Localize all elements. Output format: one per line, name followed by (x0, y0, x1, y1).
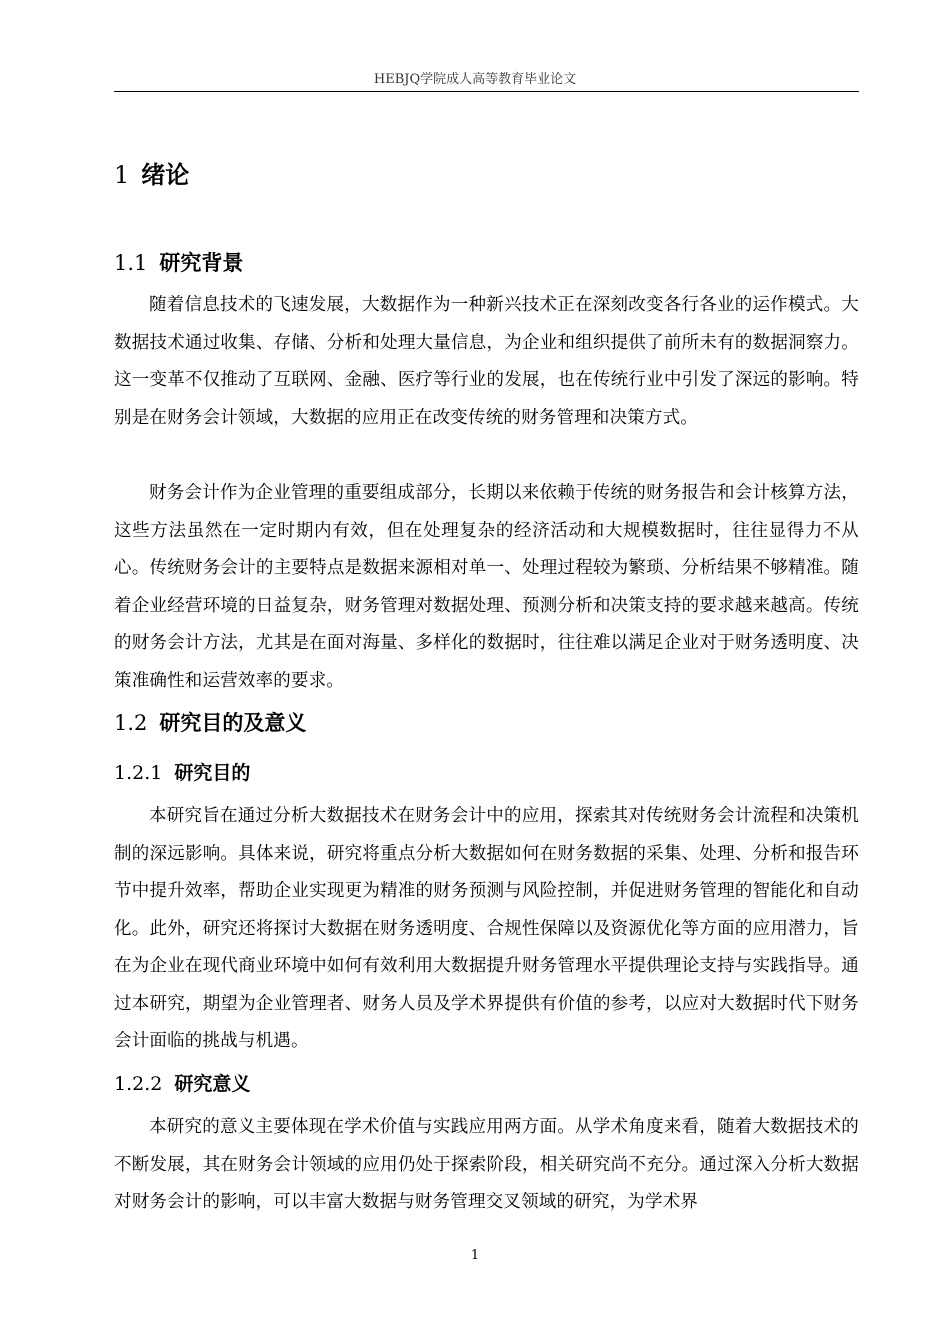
paragraph-background-1: 随着信息技术的飞速发展，大数据作为一种新兴技术正在深刻改变各行各业的运作模式。大数据技术通过收集、存储、分析和处理大量信息，为企业和组织提供了前所未有的数据洞察力。这一变革不仅推动了互联网、金融、医疗等行业的发展，也在传统行业中引发了深远的影响。特别是在财务会计领域，大数据的应用正在改变传统的财务管理和决策方式。 (114, 295, 859, 428)
section-number: 1.1 (114, 251, 148, 275)
paragraph-background-2: 财务会计作为企业管理的重要组成部分，长期以来依赖于传统的财务报告和会计核算方法，这些方法虽然在一定时期内有效，但在处理复杂的经济活动和大规模数据时，往往显得力不从心。传统财务会计的主要特点是数据来源相对单一、处理过程较为繁琐、分析结果不够精准。随着企业经营环境的日益复杂，财务管理对数据处理、预测分析和决策支持的要求越来越高。传统的财务会计方法，尤其是在面对海量、多样化的数据时，往往难以满足企业对于财务透明度、决策准确性和运营效率的要求。 (114, 483, 859, 691)
subsection-number: 1.2.1 (114, 762, 163, 784)
page-number: 1 (470, 1248, 480, 1263)
paragraph-significance: 本研究的意义主要体现在学术价值与实践应用两方面。从学术角度来看，随着大数据技术的不断发展，其在财务会计领域的应用仍处于探索阶段，相关研究尚不充分。通过深入分析大数据对财务会计的影响，可以丰富大数据与财务管理交叉领域的研究，为学术界 (114, 1117, 859, 1212)
section-title: 研究目的及意义 (159, 711, 307, 735)
chapter-title (114, 157, 189, 193)
subsection-heading-1-2-1 (114, 758, 250, 788)
subsection-title: 研究意义 (174, 1073, 251, 1095)
running-header: HEBJQ学院成人高等教育毕业论文 (373, 72, 577, 87)
section-heading-1-1 (114, 247, 243, 279)
chapter-number: 1 (114, 161, 130, 189)
paragraph-purpose: 本研究旨在通过分析大数据技术在财务会计中的应用，探索其对传统财务会计流程和决策机制的深远影响。具体来说，研究将重点分析大数据如何在财务数据的采集、处理、分析和报告环节中提升效率，帮助企业实现更为精准的财务预测与风险控制，并促进财务管理的智能化和自动化。此外，研究还将探讨大数据在财务透明度、合规性保障以及资源优化等方面的应用潜力，旨在为企业在现代商业环境中如何有效利用大数据提升财务管理水平提供理论支持与实践指导。通过本研究，期望为企业管理者、财务人员及学术界提供有价值的参考，以应对大数据时代下财务会计面临的挑战与机遇。 (114, 806, 859, 1051)
section-number: 1.2 (114, 711, 148, 735)
section-title: 研究背景 (159, 251, 244, 275)
subsection-title: 研究目的 (174, 762, 251, 784)
subsection-heading-1-2-2 (114, 1069, 250, 1099)
chapter-title-text: 绪论 (141, 161, 190, 189)
section-heading-1-2 (114, 707, 306, 739)
subsection-number: 1.2.2 (114, 1073, 163, 1095)
header-rule (114, 91, 859, 92)
